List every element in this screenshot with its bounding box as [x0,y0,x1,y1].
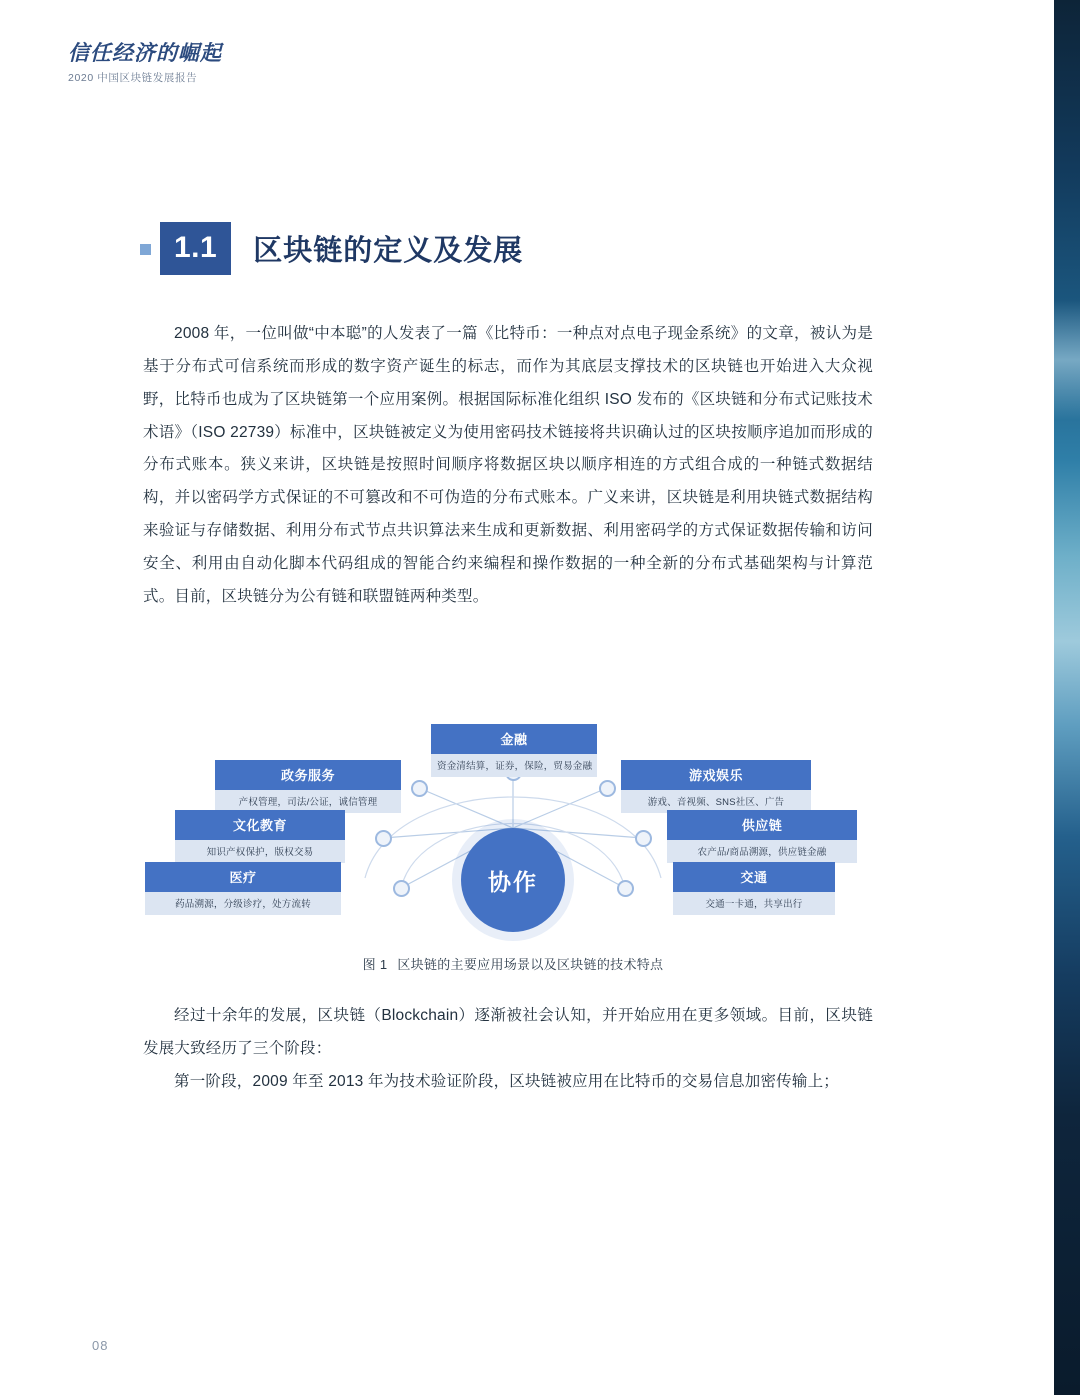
figure-node-dot-gov [411,780,428,797]
page-number: 08 [92,1338,109,1353]
running-head-subtitle: 2020 中国区块链发展报告 [68,72,198,85]
figure-label-education-desc: 知识产权保护，版权交易 [175,840,345,863]
paragraph-3: 第一阶段，2009 年至 2013 年为技术验证阶段，区块链被应用在比特币的交易信息加密传输上； [174,1072,839,1090]
figure-label-government-desc: 产权管理，司法/公证，诚信管理 [215,790,401,813]
figure-label-medical-desc: 药品溯源，分级诊疗，处方流转 [145,892,341,915]
figure-label-entertainment [621,760,811,813]
figure-node-dot-game [599,780,616,797]
page-title: 区块链的定义及发展 [253,235,524,267]
figure-label-transport-title: 交通 [673,862,835,892]
running-head-title: 信任经济的崛起 [68,41,222,65]
figure-caption-label: 图 1 [362,957,388,972]
figure-label-government [215,760,401,813]
figure-center-node: 协作 [461,828,565,932]
paragraph-1: 2008 年，一位叫做“中本聪”的人发表了一篇《比特币：一种点对点电子现金系统》的文章，被认为是基于分布式可信系统而形成的数字资产诞生的标志，而作为其底层支撑技术的区块链也开始进入大众视野，比特币也成为了区块链第一个应用案例。根据国际标准化组织 ISO 发布的《区块链和分布式记账技术术语》（ISO 22739）标准中，区块链被定义为使用密码技术链接将共识确认过的区块按顺序追加而形成的分布式账本。狭义来讲，区块链是按照时间顺序将数据区块以顺序相连的方式组合成的一种链式数据结构，并以密码学方式保证的不可篡改和不可伪造的分布式账本。广义来讲，区块链是利用块链式数据结构来验证与存储数据、利用分布式节点共识算法来生成和更新数据、利用密码学的方式保证数据传输和访问安全、利用由自动化脚本代码组成的智能合约来编程和操作数据的一种全新的分布式基础架构与计算范式。目前，区块链分为公有链和联盟链两种类型。 [143,325,873,605]
figure-label-education-title: 文化教育 [175,810,345,840]
figure-node-dot-medical [393,880,410,897]
figure-label-entertainment-title: 游戏娱乐 [621,760,811,790]
figure-label-transport-desc: 交通一卡通，共享出行 [673,892,835,915]
figure-label-supplychain-desc: 农产品/商品溯源，供应链金融 [667,840,857,863]
figure-canvas [143,710,883,940]
figure-node-dot-supply [635,830,652,847]
figure-node-dot-edu [375,830,392,847]
figure-label-entertainment-desc: 游戏、音视频、SNS社区、广告 [621,790,811,813]
figure-label-finance [431,724,597,777]
figure-label-transport [673,862,835,915]
figure-1 [143,710,883,973]
page-edge-image [1054,0,1080,1395]
heading-tick-marker [140,244,151,255]
figure-label-medical [145,862,341,915]
figure-caption-text: 区块链的主要应用场景以及区块链的技术特点 [397,957,664,972]
figure-label-finance-desc: 资金清结算，证券，保险，贸易金融 [431,754,597,777]
section-number: 1.1 [160,222,231,275]
edge-image-highlight [1054,300,1080,420]
figure-label-supplychain-title: 供应链 [667,810,857,840]
figure-label-government-title: 政务服务 [215,760,401,790]
running-head [68,42,488,85]
body-text-bottom [143,1000,873,1099]
section-heading [140,222,523,275]
figure-caption [143,954,883,973]
paragraph-2: 经过十余年的发展，区块链（Blockchain）逐渐被社会认知，并开始应用在更多领域。目前，区块链发展大致经历了三个阶段： [143,1007,873,1057]
figure-label-supplychain [667,810,857,863]
figure-node-dot-transport [617,880,634,897]
figure-label-finance-title: 金融 [431,724,597,754]
figure-label-education [175,810,345,863]
body-text-top [143,318,873,614]
figure-label-medical-title: 医疗 [145,862,341,892]
